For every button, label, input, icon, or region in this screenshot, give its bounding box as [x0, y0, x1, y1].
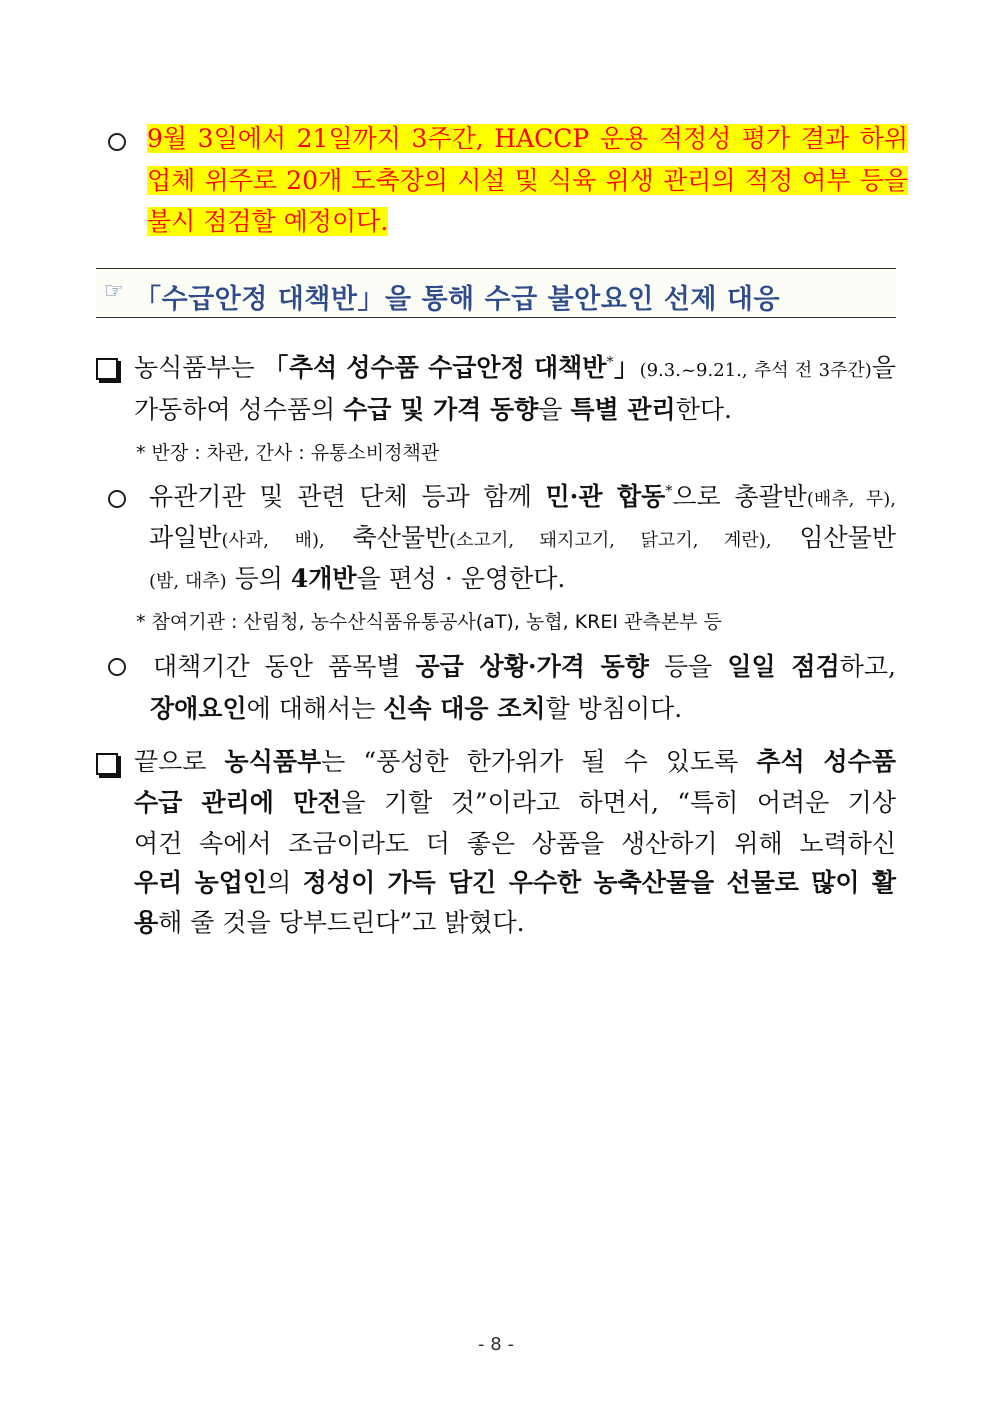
bullet2-line1: 유관기관 및 관련 단체 등과 함께 민·관 합동*으로 총괄반(배추, 무),: [149, 482, 897, 511]
section-heading: [96, 268, 896, 318]
para2-line2: 수급 관리에 만전을 기할 것”이라고 하면서, “특히 어려운 기상: [134, 788, 896, 817]
bullet3-line1: 대책기간 동안 품목별 공급 상황·가격 동향 등을 일일 점검하고,: [153, 652, 896, 681]
bullet1-line3: 불시 점검할 예정이다.: [147, 207, 389, 236]
para1-line1: 농식품부는 「추석 성수품 수급안정 대책반*」(9.3.~9.21., 추석 전 3주간)을: [134, 353, 896, 382]
page-number: - 8 -: [478, 1334, 514, 1355]
bullet1-line2: 업체 위주로 20개 도축장의 시설 및 식육 위생 관리의 적정 여부 등을: [147, 166, 908, 195]
checkbox-bullet-icon: [96, 753, 118, 775]
checkbox-bullet-icon: [96, 358, 118, 380]
para1-line2: 가동하여 성수품의 수급 및 가격 동향을 특별 관리한다.: [134, 395, 732, 424]
para2-line5: 용해 줄 것을 당부드린다”고 밝혔다.: [134, 908, 525, 937]
circle-bullet-icon: [108, 133, 126, 151]
note-director: * 반장 : 차관, 간사 : 유통소비정책관: [136, 442, 440, 464]
section-heading-title: 「수급안정 대책반」을 통해 수급 불안요인 선제 대응: [134, 284, 781, 315]
pointing-hand-icon: ☞: [104, 279, 124, 304]
bullet2-line2: 과일반(사과, 배), 축산물반(소고기, 돼지고기, 닭고기, 계란), 임산물반: [149, 523, 896, 552]
para2-line3: 여건 속에서 조금이라도 더 좋은 상품을 생산하기 위해 노력하신: [134, 829, 896, 858]
circle-bullet-icon: [108, 490, 126, 508]
bullet3-line2: 장애요인에 대해서는 신속 대응 조치할 방침이다.: [150, 694, 683, 723]
bullet1-line1: 9월 3일에서 21일까지 3주간, HACCP 운용 적정성 평가 결과 하위: [147, 124, 908, 153]
bullet2-line3: (밤, 대추) 등의 4개반을 편성 · 운영한다.: [149, 564, 566, 593]
note-participants: * 참여기관 : 산림청, 농수산식품유통공사(aT), 농협, KREI 관측본부 등: [136, 611, 722, 633]
circle-bullet-icon: [108, 658, 126, 676]
para2-line1: 끝으로 농식품부는 “풍성한 한가위가 될 수 있도록 추석 성수품: [134, 747, 896, 776]
para2-line4: 우리 농업인의 정성이 가득 담긴 우수한 농축산물을 선물로 많이 활: [134, 868, 896, 897]
